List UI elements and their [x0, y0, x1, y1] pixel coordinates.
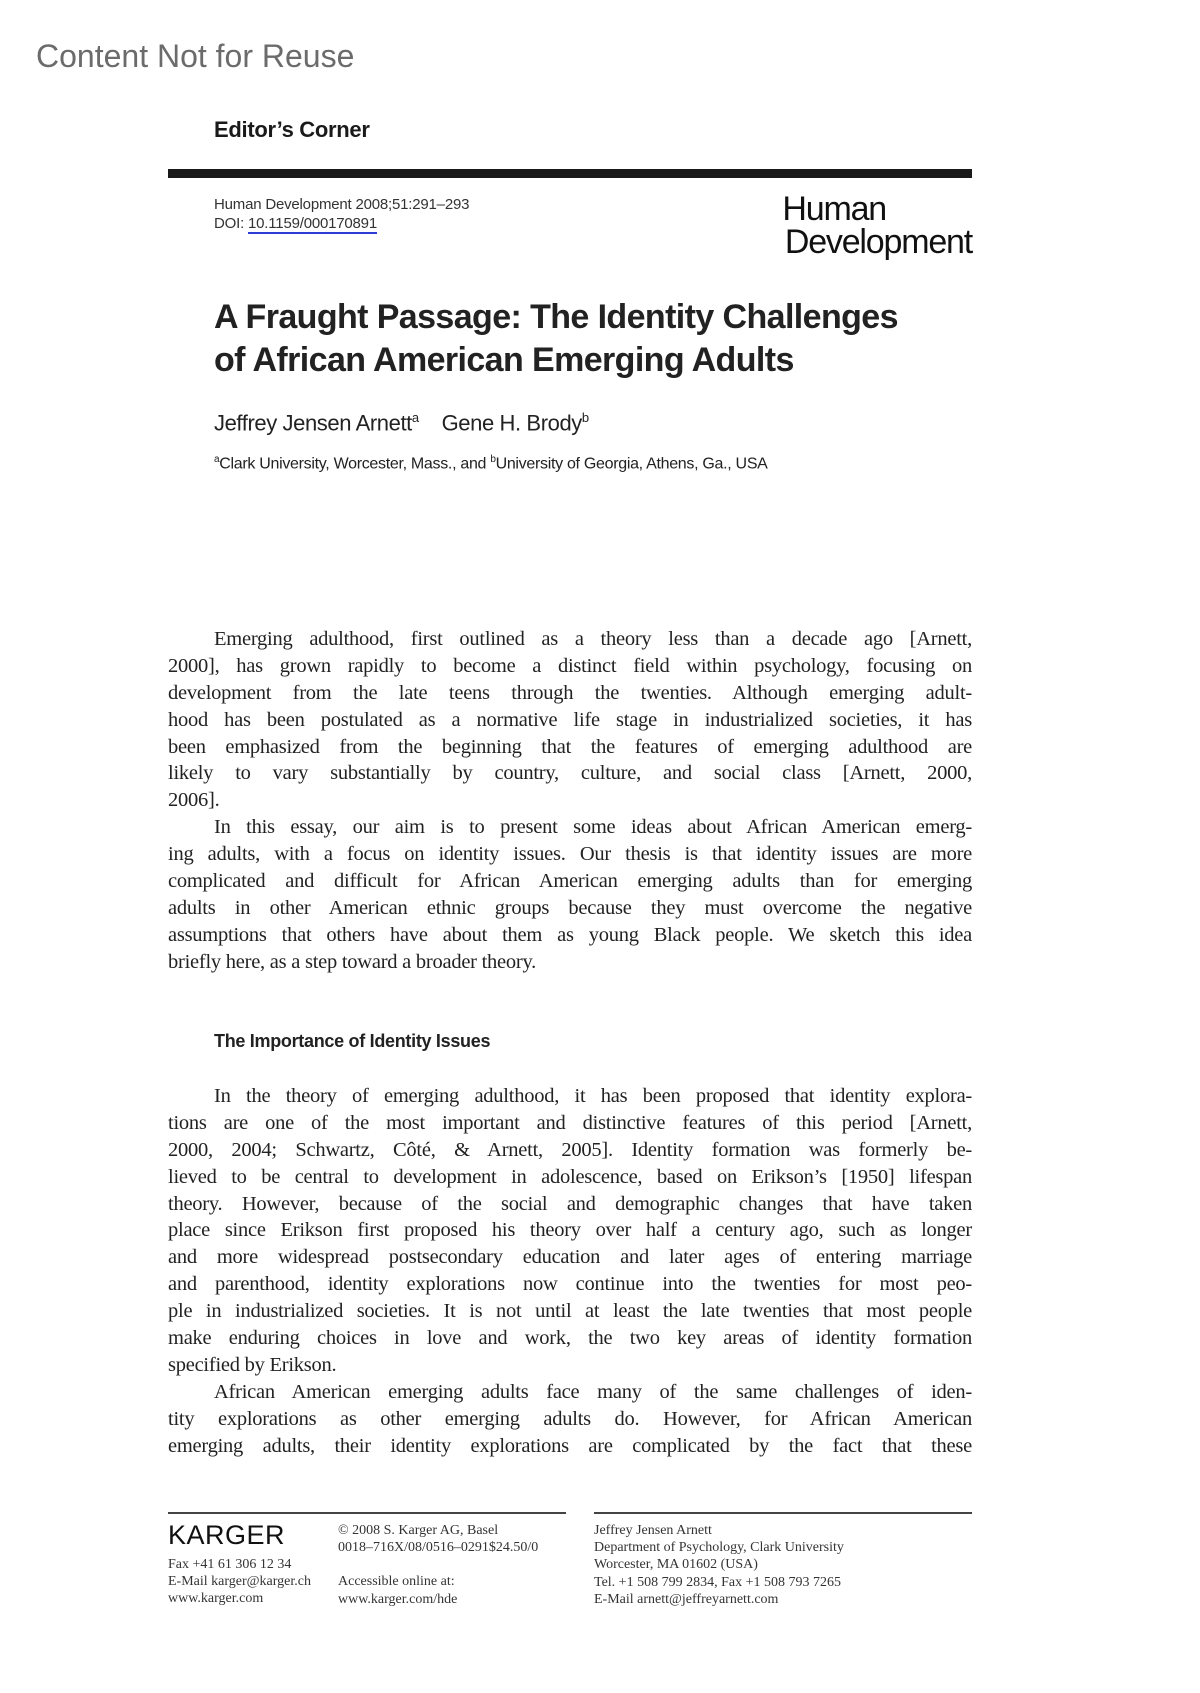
online-link[interactable]: www.karger.com/hde	[338, 1591, 458, 1607]
footer-rule-right	[594, 1512, 972, 1514]
corr-email[interactable]: E-Mail arnett@jeffreyarnett.com	[594, 1591, 779, 1607]
copyright-info	[338, 1522, 538, 1608]
paragraph-line: emerging adults, their identity explorations are complicated by the fact that these	[168, 1434, 972, 1457]
paragraph-line: 2006].	[168, 789, 220, 812]
paragraph-line: Emerging adulthood, first outlined as a theory less than a decade ago [Arnett,	[214, 628, 972, 650]
journal-citation	[214, 195, 469, 233]
paragraph-line: development from the late teens through the twenties. Although emerging adult-	[168, 681, 972, 704]
paragraph-line: tions are one of the most important and distinctive features of this period [Arnett,	[168, 1111, 972, 1134]
paragraph-line: 2000, 2004; Schwartz, Côté, & Arnett, 2005]. Identity formation was formerly be-	[168, 1138, 972, 1161]
issn-code: 0018–716X/08/0516–0291$24.50/0	[338, 1540, 539, 1556]
paragraph-line: In the theory of emerging adulthood, it has been proposed that identity explora-	[214, 1085, 972, 1107]
online-label: Accessible online at:	[338, 1574, 455, 1590]
paragraph-line: In this essay, our aim is to present some ideas about African American emerg-	[214, 816, 972, 839]
paragraph-line: lieved to be central to development in adolescence, based on Erikson’s [1950] lifespan	[168, 1165, 972, 1188]
corr-name: Jeffrey Jensen Arnett	[594, 1523, 712, 1538]
section-heading: The Importance of Identity Issues	[214, 1031, 491, 1051]
email-link[interactable]: E-Mail karger@karger.ch	[168, 1574, 311, 1590]
author-name: Jeffrey Jensen Arnett	[214, 410, 412, 436]
header-rule	[168, 169, 972, 178]
correspondence	[594, 1522, 844, 1608]
affil-sup: b	[490, 454, 496, 465]
watermark-text: Content Not for Reuse	[36, 38, 355, 74]
body-text-identity	[168, 1083, 972, 1459]
corr-phone: Tel. +1 508 799 2834, Fax +1 508 793 7265	[594, 1574, 841, 1590]
paragraph-line: and parenthood, identity explorations now continue into the twenties for most peo-	[168, 1273, 972, 1296]
paragraph-line: assumptions that others have about them as young Black people. We sketch this idea	[168, 923, 972, 946]
publisher-contact	[168, 1556, 311, 1608]
affil-sup: a	[214, 454, 220, 465]
paragraph-line: likely to vary substantially by country, culture, and social class [Arnett, 2000,	[168, 762, 972, 785]
fax: Fax +41 61 306 12 34	[168, 1557, 292, 1572]
logo-line-1: Human	[782, 190, 886, 228]
journal-line: Human Development 2008;51:291–293	[214, 196, 470, 213]
affil-b: University of Georgia, Athens, Ga., USA	[495, 455, 768, 473]
journal-logo	[752, 190, 972, 261]
corr-dept: Department of Psychology, Clark University	[594, 1540, 844, 1556]
title-line-1: A Fraught Passage: The Identity Challenges	[214, 298, 898, 336]
paragraph-line: been emphasized from the beginning that the features of emerging adulthood are	[168, 735, 972, 758]
title-line-2: of African American Emerging Adults	[214, 341, 794, 379]
corr-address: Worcester, MA 01602 (USA)	[594, 1557, 758, 1573]
paragraph-line: specified by Erikson.	[168, 1353, 337, 1376]
author-name: Gene H. Brody	[441, 410, 582, 436]
paragraph-line: and more widespread postsecondary education and later ages of entering marriage	[168, 1246, 972, 1269]
paragraph-line: theory. However, because of the social and demographic changes that have taken	[168, 1192, 972, 1215]
affil-a: Clark University, Worcester, Mass., and	[219, 455, 491, 473]
affiliations	[214, 454, 768, 473]
article-title	[214, 296, 898, 382]
body-text-intro	[168, 626, 972, 976]
paragraph-line: tity explorations as other emerging adults do. However, for African American	[168, 1407, 972, 1430]
paragraph-line: ing adults, with a focus on identity issues. Our thesis is that identity issues are more	[168, 843, 972, 866]
section-label: Editor’s Corner	[214, 117, 370, 142]
doi-link[interactable]: 10.1159/000170891	[248, 215, 377, 232]
copyright: © 2008 S. Karger AG, Basel	[338, 1523, 499, 1538]
logo-line-2: Development	[784, 223, 972, 261]
paragraph-line: 2000], has grown rapidly to become a distinct field within psychology, focusing on	[168, 654, 972, 677]
paragraph-line: adults in other American ethnic groups because they must overcome the negative	[168, 896, 972, 919]
author-sup: a	[411, 410, 419, 425]
paragraph-line: hood has been postulated as a normative life stage in industrialized societies, it has	[168, 708, 972, 731]
doi-line	[214, 214, 469, 233]
footer-rule-left	[168, 1512, 566, 1514]
publisher-logo: KARGER	[168, 1520, 286, 1550]
paragraph-line: briefly here, as a step toward a broader theory.	[168, 950, 537, 973]
website-link[interactable]: www.karger.com	[168, 1591, 264, 1607]
paragraph-line: make enduring choices in love and work, the two key areas of identity formation	[168, 1327, 972, 1350]
paragraph-line: ple in industrialized societies. It is not until at least the late twenties that most people	[168, 1300, 972, 1323]
doi-label: DOI:	[214, 215, 249, 232]
paragraph-line: African American emerging adults face many of the same challenges of iden-	[214, 1380, 972, 1403]
paragraph-line: place since Erikson first proposed his theory over half a century ago, such as longer	[168, 1219, 972, 1242]
paragraph-line: complicated and difficult for African American emerging adults than for emerging	[168, 870, 972, 893]
author-sup: b	[581, 410, 589, 425]
authors	[214, 410, 589, 436]
